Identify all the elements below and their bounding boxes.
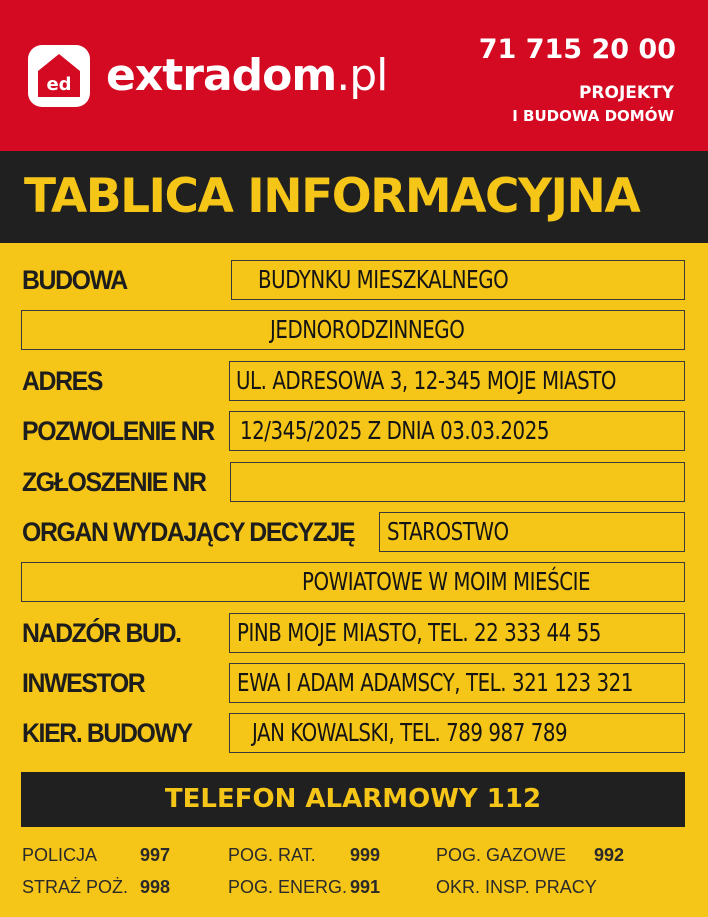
nadzor-label: NADZÓR BUD. [22,618,181,648]
kierownik-label: KIER. BUDOWY [22,718,192,748]
organ-value-1: STAROSTWO [387,517,509,546]
brand-name[interactable] [106,46,387,106]
nadzor-value: PINB MOJE MIASTO, TEL. 22 333 44 55 [237,618,601,647]
pog-rat-number[interactable]: 999 [350,845,381,865]
straz-number[interactable]: 998 [140,877,171,897]
tagline-line2: I BUDOWA DOMÓW [512,107,674,125]
zgloszenie-label: ZGŁOSZENIE NR [22,467,206,497]
extradom-logo-icon[interactable] [28,45,90,107]
inwestor-value: EWA I ADAM ADAMSCY, TEL. 321 123 321 [237,668,633,697]
pozwolenie-value: 12/345/2025 Z DNIA 03.03.2025 [240,416,550,445]
pog-energ-number[interactable]: 991 [350,877,381,897]
straz-label: STRAŻ POŻ. [22,877,129,897]
pog-energ-label: POG. ENERG. [228,877,348,897]
organ-value-2: POWIATOWE W MOIM MIEŚCIE [302,567,591,596]
pozwolenie-label: POZWOLENIE NR [22,416,214,446]
brand-tld: .pl [336,50,388,101]
brand-name-text: extradom [106,50,337,101]
adres-label: ADRES [22,366,103,396]
budowa-value-2: JEDNORODZINNEGO [270,315,465,344]
budowa-label: BUDOWA [22,265,127,295]
page-title: TABLICA INFORMACYJNA [24,169,640,224]
header-phone[interactable]: 71 715 20 00 [478,34,676,65]
adres-value: UL. ADRESOWA 3, 12-345 MOJE MIASTO [236,366,616,395]
alarm-phone-text[interactable]: TELEFON ALARMOWY 112 [164,784,542,814]
zgloszenie-field[interactable] [230,462,685,502]
policja-number[interactable]: 997 [140,845,171,865]
house-logo-icon [28,45,90,107]
organ-label: ORGAN WYDAJĄCY DECYZJĘ [22,517,355,547]
budowa-value-1: BUDYNKU MIESZKALNEGO [258,265,509,294]
pog-gaz-label: POG. GAZOWE [436,845,567,865]
pog-gaz-number[interactable]: 992 [594,845,625,865]
inwestor-label: INWESTOR [22,668,145,698]
okr-insp-label: OKR. INSP. PRACY [436,877,597,897]
logo-mark-text: ed [46,74,72,95]
policja-label: POLICJA [22,845,98,865]
header-tagline [512,82,674,128]
tagline-line1: PROJEKTY [578,83,674,103]
pog-rat-label: POG. RAT. [228,845,316,865]
alarm-bar [21,772,685,827]
kierownik-value: JAN KOWALSKI, TEL. 789 987 789 [252,718,568,747]
